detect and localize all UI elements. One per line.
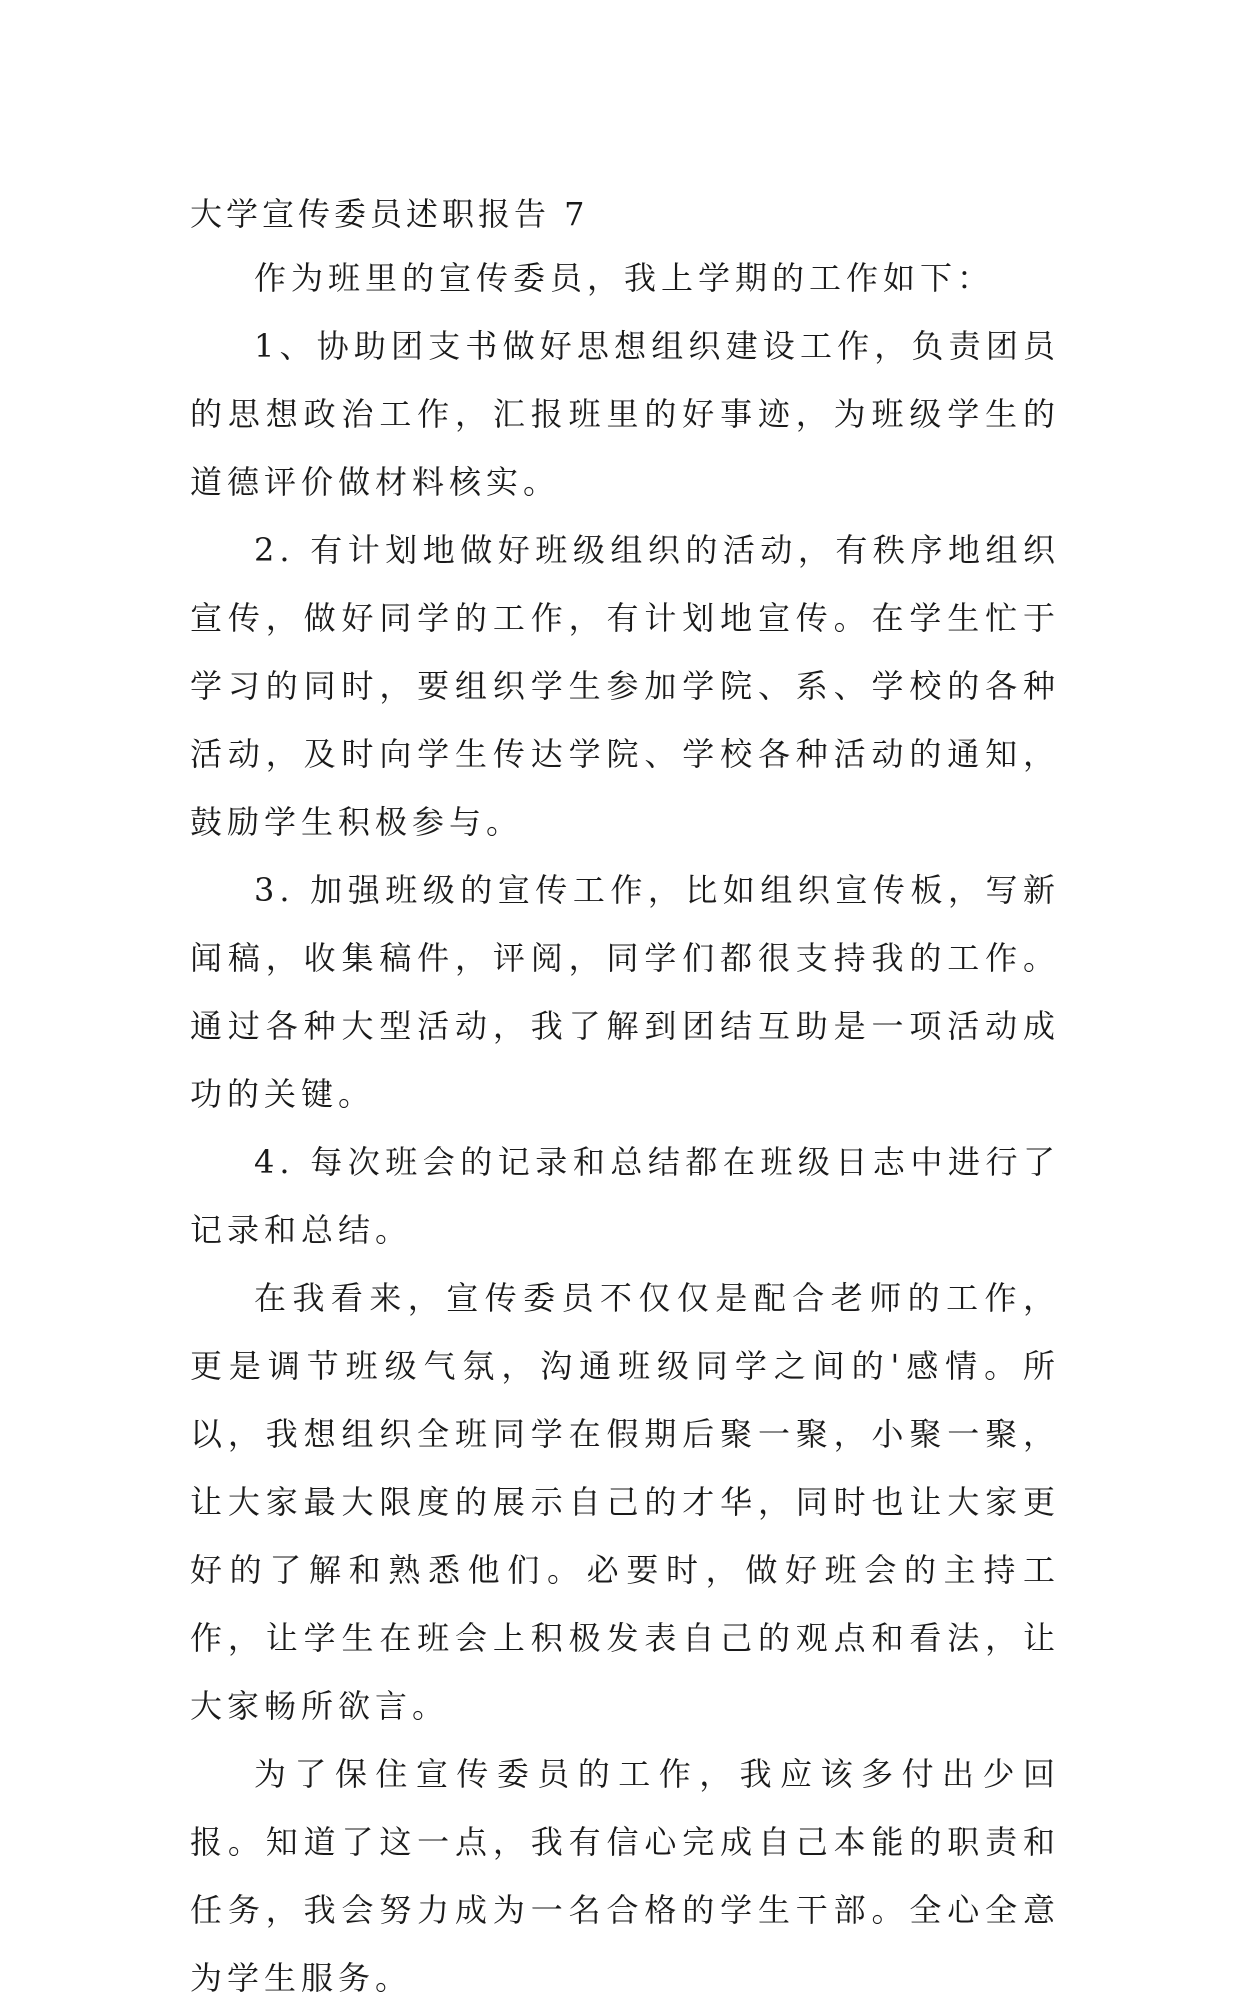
paragraph-item-3: 3. 加强班级的宣传工作，比如组织宣传板，写新闻稿，收集稿件，评阅，同学们都很支持我的工作。通过各种大型活动，我了解到团结互助是一项活动成功的关键。 — [190, 871, 1060, 1113]
paragraph-conclusion: 为了保住宣传委员的工作，我应该多付出少回报。知道了这一点，我有信心完成自己本能的职责和任务，我会努力成为一名合格的学生干部。全心全意为学生服务。 — [190, 1755, 1060, 1997]
document-body — [190, 184, 1060, 2012]
paragraph-item-4: 4. 每次班会的记录和总结都在班级日志中进行了记录和总结。 — [190, 1143, 1060, 1249]
paragraph-item-2: 2. 有计划地做好班级组织的活动，有秩序地组织宣传，做好同学的工作，有计划地宣传。在学生忙于学习的同时，要组织学生参加学院、系、学校的各种活动，及时向学生传达学院、学校各种活动的通知，鼓励学生积极参与。 — [190, 531, 1060, 841]
paragraph-opinion: 在我看来，宣传委员不仅仅是配合老师的工作，更是调节班级气氛，沟通班级同学之间的'感情。所以，我想组织全班同学在假期后聚一聚，小聚一聚，让大家最大限度的展示自己的才华，同时也让大家更好的了解和熟悉他们。必要时，做好班会的主持工作，让学生在班会上积极发表自己的观点和看法，让大家畅所欲言。 — [190, 1279, 1060, 1725]
paragraph-intro: 作为班里的宣传委员，我上学期的工作如下： — [254, 259, 995, 297]
document-title: 大学宣传委员述职报告 7 — [190, 195, 589, 233]
paragraph-item-1: 1、协助团支书做好思想组织建设工作，负责团员的思想政治工作，汇报班里的好事迹，为班级学生的道德评价做材料核实。 — [190, 327, 1060, 501]
